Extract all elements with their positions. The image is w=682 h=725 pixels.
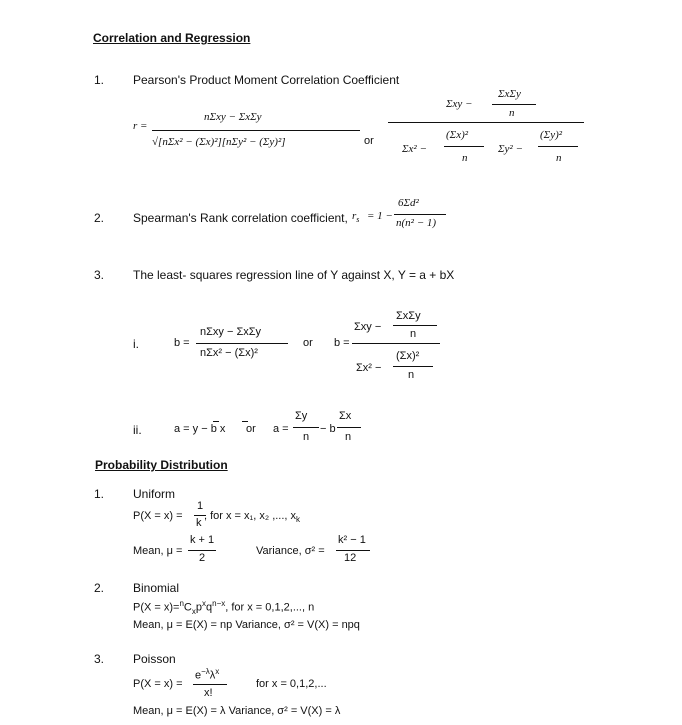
regression-a2-d1: n: [303, 431, 310, 443]
uniform-pmf-range: , for x = x₁, x₂ ,..., $x_k$: [204, 510, 301, 525]
spearman-heading: Spearman's Rank correlation coefficient,: [133, 211, 348, 225]
pearson-alt-num-b: ΣxΣy: [498, 88, 521, 100]
uniform-pmf-lhs: P(X = x) =: [133, 510, 183, 522]
regression-heading: The least- squares regression line of Y against X, Y = a + bX: [133, 268, 455, 282]
pearson-alt-den-a: Σx² −: [402, 143, 427, 155]
item-number-1: 1.: [94, 73, 105, 87]
poisson-name: Poisson: [133, 652, 176, 666]
uniform-number: 1.: [94, 487, 105, 501]
uniform-var-lhs: Variance, σ² =: [256, 545, 325, 557]
regression-b2-den-c: n: [408, 369, 415, 381]
pearson-alt-den-d: Σy² −: [498, 143, 523, 155]
regression-b2-lhs: b =: [334, 337, 350, 349]
regression-b2-bar: [352, 343, 440, 344]
pearson-alt-den-b: (Σx)²: [446, 129, 469, 141]
spearman-lhs: $r_s$: [352, 210, 360, 225]
regression-b2-num-c: n: [410, 328, 417, 340]
uniform-var-num: k² − 1: [338, 534, 366, 546]
regression-b-lhs: b =: [174, 337, 190, 349]
spearman-denominator: n(n² − 1): [396, 217, 437, 229]
regression-b-denominator: nΣx² − (Σx)²: [200, 347, 258, 359]
pearson-alt-den-c: n: [462, 152, 468, 164]
uniform-pmf-den: k: [196, 517, 202, 529]
pearson-alt-den-e: (Σy)²: [540, 129, 563, 141]
binomial-name: Binomial: [133, 581, 180, 595]
regression-a-or: or: [246, 423, 256, 435]
section-title-correlation: Correlation and Regression: [93, 31, 251, 45]
pearson-denominator: √[nΣx² − (Σx)²][nΣy² − (Σy)²]: [152, 136, 286, 148]
regression-ybar-overline: [213, 421, 219, 422]
pearson-alt-den-bar2: [538, 146, 578, 147]
poisson-pmf-lhs: P(X = x) =: [133, 678, 183, 690]
regression-a2-n1: Σy: [295, 410, 308, 422]
poisson-mean-variance: Mean, μ = E(X) = λ Variance, σ² = V(X) = λ: [133, 705, 341, 717]
regression-b2-num-b: ΣxΣy: [396, 310, 421, 322]
regression-b2-den-bar: [393, 366, 433, 367]
regression-or: or: [303, 337, 313, 349]
poisson-pmf-bar: [193, 684, 227, 685]
regression-b2-num-bar: [393, 325, 437, 326]
uniform-var-bar: [336, 550, 370, 551]
spearman-fraction-bar: [394, 214, 446, 215]
section-title-probability: Probability Distribution: [95, 458, 228, 472]
pearson-fraction-bar: [152, 130, 360, 131]
pearson-alt-num-c: n: [509, 107, 515, 119]
binomial-pmf: $P(X = x)=^nC_xp^xq^{n-x}$, for x = 0,1,2,..., n: [133, 599, 315, 616]
regression-b2-num-a: Σxy −: [354, 321, 382, 333]
pearson-or: or: [364, 135, 374, 147]
item-number-3: 3.: [94, 268, 105, 282]
poisson-pmf-range: for x = 0,1,2,...: [256, 678, 327, 690]
item-number-2: 2.: [94, 211, 105, 225]
pearson-lhs: r =: [133, 120, 148, 132]
uniform-mean-num: k + 1: [190, 534, 215, 546]
uniform-pmf-num: 1: [197, 500, 204, 512]
pearson-alt-num-a: Σxy −: [446, 98, 473, 110]
pearson-alt-fraction-bar: [388, 122, 584, 123]
pearson-heading: Pearson's Product Moment Correlation Coefficient: [133, 73, 400, 87]
pearson-alt-num-bar: [492, 104, 536, 105]
spearman-numerator: 6Σd²: [398, 197, 419, 209]
pearson-numerator: nΣxy − ΣxΣy: [204, 111, 262, 123]
uniform-mean-bar: [188, 550, 216, 551]
regression-a2-n2: Σx: [339, 410, 352, 422]
spearman-eq: = 1 −: [367, 210, 393, 222]
regression-xbar-overline: [242, 421, 248, 422]
regression-b2-den-a: Σx² −: [356, 362, 382, 374]
regression-ii-label: ii.: [133, 423, 142, 437]
poisson-pmf-num: $e^{-\lambda}\lambda^x$: [195, 667, 220, 682]
regression-a-equation: a = y − b x: [174, 423, 226, 435]
uniform-mean-den: 2: [199, 552, 206, 564]
pearson-alt-den-f: n: [556, 152, 562, 164]
regression-a2-bar1: [293, 427, 319, 428]
regression-b2-den-b: (Σx)²: [396, 350, 420, 362]
regression-a2-bar2: [337, 427, 361, 428]
binomial-mean-variance: Mean, μ = E(X) = np Variance, σ² = V(X) = npq: [133, 619, 360, 631]
regression-a2-d2: n: [345, 431, 352, 443]
regression-a2-lhs: a =: [273, 423, 289, 435]
uniform-var-den: 12: [344, 552, 357, 564]
pearson-alt-den-bar1: [444, 146, 484, 147]
poisson-pmf-den: x!: [204, 687, 213, 699]
poisson-number: 3.: [94, 652, 105, 666]
regression-a2-mid: − b: [320, 423, 336, 435]
uniform-name: Uniform: [133, 487, 176, 501]
regression-b-bar: [196, 343, 288, 344]
regression-b-numerator: nΣxy − ΣxΣy: [200, 326, 262, 338]
binomial-number: 2.: [94, 581, 105, 595]
regression-i-label: i.: [133, 337, 139, 351]
uniform-mean-lhs: Mean, μ =: [133, 545, 183, 557]
